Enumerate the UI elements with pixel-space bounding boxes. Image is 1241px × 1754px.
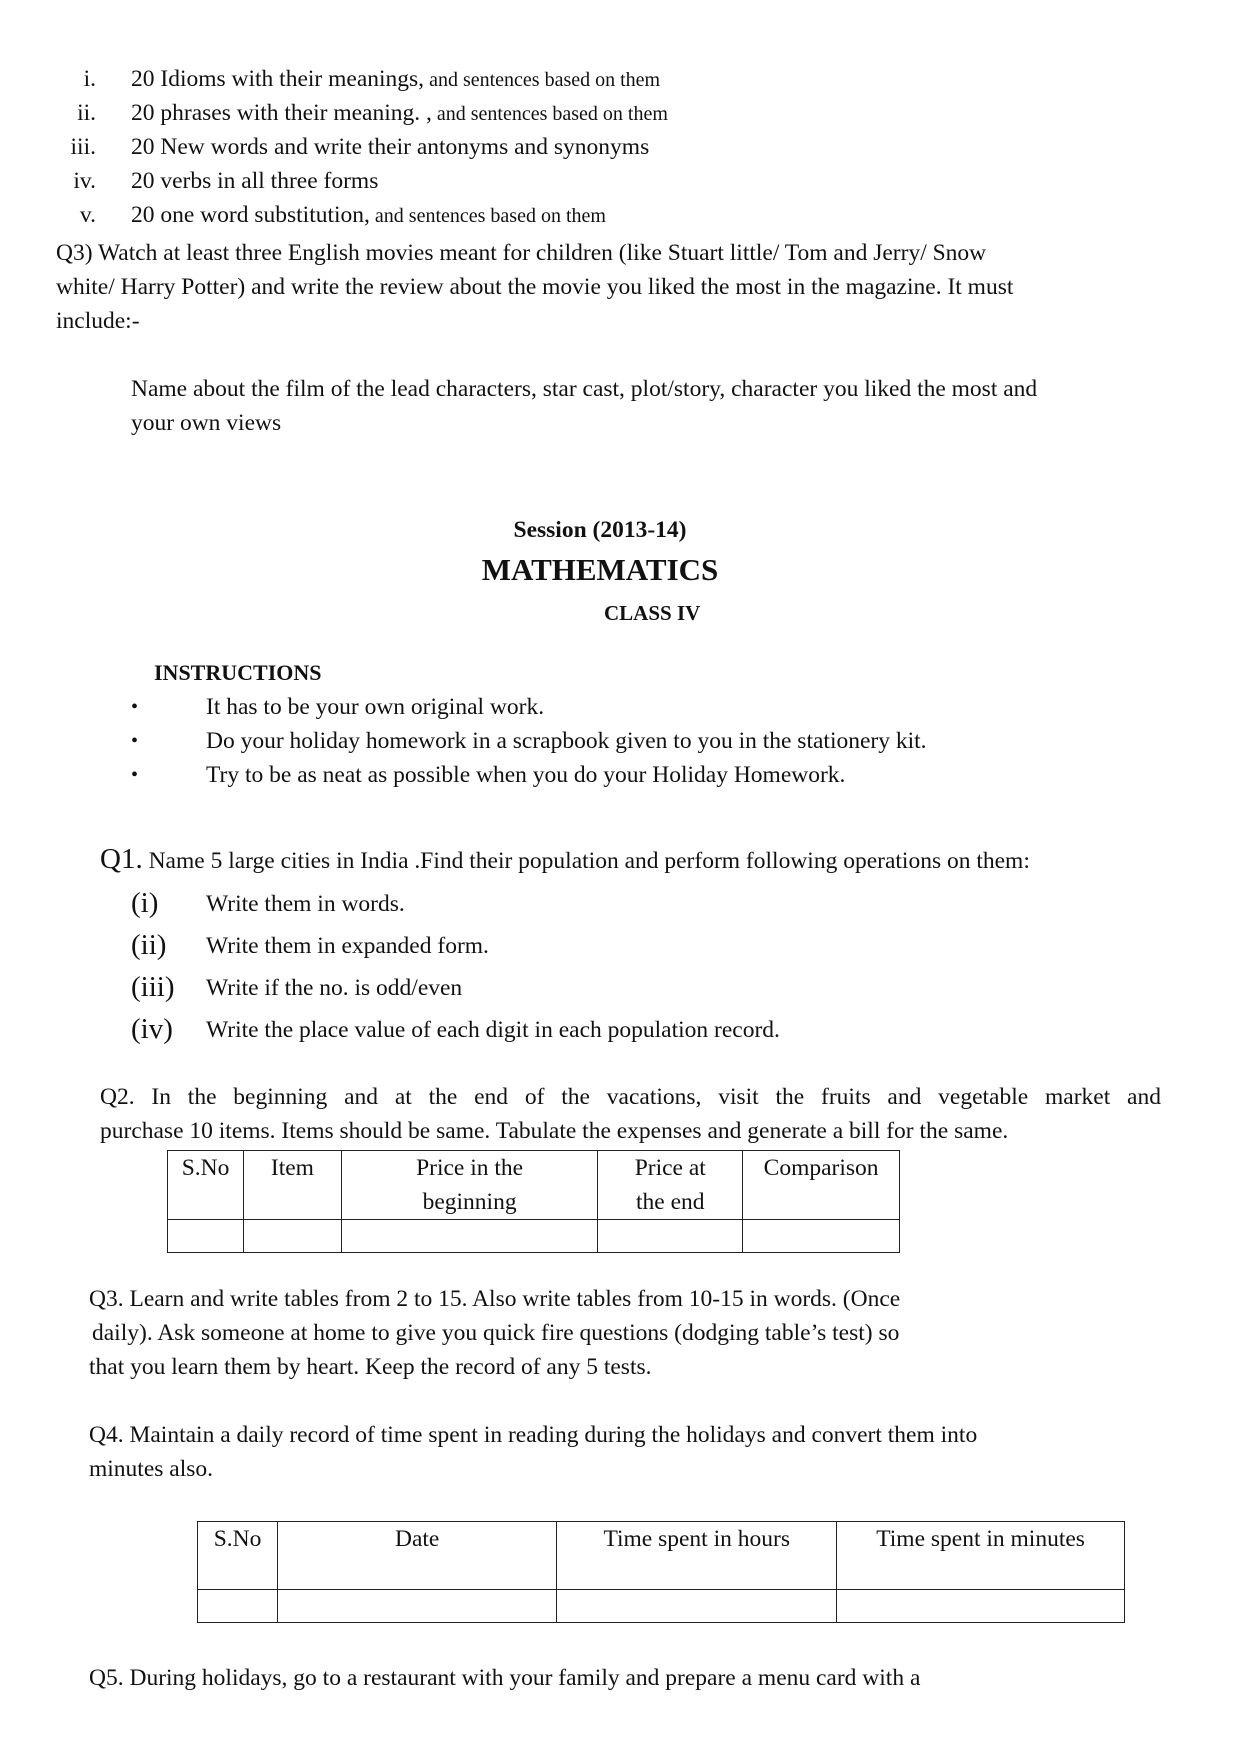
list-number: i. bbox=[83, 66, 96, 92]
paragraph-line: Name about the film of the lead characters, star cast, plot/story, character you liked the most and bbox=[131, 376, 1038, 402]
part-text: Write if the no. is odd/even bbox=[206, 975, 463, 1001]
list-item-text: 20 verbs in all three forms bbox=[131, 168, 379, 194]
part-number: (iv) bbox=[131, 1013, 173, 1045]
list-item bbox=[131, 164, 378, 199]
list-item-text: 20 one word substitution, bbox=[131, 202, 370, 228]
question-q1 bbox=[100, 842, 1030, 878]
bullet-icon: • bbox=[131, 764, 139, 786]
paragraph-line: your own views bbox=[131, 410, 282, 436]
paragraph-line: that you learn them by heart. Keep the record of any 5 tests. bbox=[89, 1354, 652, 1380]
list-item-tail: and sentences based on them bbox=[431, 103, 668, 125]
q2-line: Q2. In the beginning and at the end of the vacations, visit the fruits and vegetable market and bbox=[100, 1084, 1161, 1110]
list-item-text: 20 phrases with their meaning. , bbox=[131, 100, 432, 126]
table-cell bbox=[743, 1220, 900, 1253]
list-number: v. bbox=[79, 202, 96, 228]
table-cell bbox=[598, 1220, 743, 1253]
list-number: iv. bbox=[73, 168, 96, 194]
table-header-cell: S.No bbox=[198, 1522, 278, 1590]
bullet-icon: • bbox=[131, 730, 139, 752]
class-label: CLASS IV bbox=[604, 601, 701, 625]
table-cell bbox=[198, 1590, 278, 1623]
question-text: Name 5 large cities in India .Find their population and perform following operations on them: bbox=[142, 848, 1030, 874]
table-header-cell: Item bbox=[244, 1151, 342, 1220]
paragraph-line: white/ Harry Potter) and write the review about the movie you liked the most in the magazine. It must bbox=[56, 274, 1014, 300]
list-item bbox=[131, 198, 606, 233]
table-cell bbox=[341, 1220, 598, 1253]
table-header-row bbox=[198, 1522, 1125, 1590]
part-text: Write them in expanded form. bbox=[206, 933, 489, 959]
list-item-tail: and sentences based on them bbox=[424, 69, 661, 91]
list-item-tail: and sentences based on them bbox=[369, 205, 606, 227]
table-cell bbox=[278, 1590, 557, 1623]
price-comparison-table bbox=[167, 1150, 900, 1253]
instruction-item: Do your holiday homework in a scrapbook given to you in the stationery kit. bbox=[206, 728, 927, 754]
table-header-cell: Price at the end bbox=[598, 1151, 743, 1220]
paragraph-line: daily). Ask someone at home to give you quick fire questions (dodging table’s test) so bbox=[92, 1320, 900, 1346]
list-item bbox=[131, 130, 649, 165]
paragraph-line: minutes also. bbox=[89, 1456, 214, 1482]
reading-time-table bbox=[197, 1521, 1125, 1623]
session-label: Session (2013-14) bbox=[513, 517, 687, 543]
list-item bbox=[131, 62, 660, 97]
table-header-cell: Date bbox=[278, 1522, 557, 1590]
list-item-text: 20 New words and write their antonyms and synonyms bbox=[131, 134, 650, 160]
table-cell bbox=[837, 1590, 1125, 1623]
paragraph-line: Q3. Learn and write tables from 2 to 15. Also write tables from 10-15 in words. (Once bbox=[89, 1286, 901, 1312]
list-number: ii. bbox=[77, 100, 96, 126]
part-number: (iii) bbox=[131, 971, 175, 1003]
table-header-cell: S.No bbox=[168, 1151, 244, 1220]
table-header-row bbox=[168, 1151, 900, 1220]
table-header-cell: Time spent in hours bbox=[557, 1522, 837, 1590]
question-q5: Q5. During holidays, go to a restaurant with your family and prepare a menu card with a bbox=[89, 1665, 921, 1691]
table-cell bbox=[168, 1220, 244, 1253]
part-number: (ii) bbox=[131, 929, 167, 961]
list-number: iii. bbox=[70, 134, 96, 160]
paragraph-line: include:- bbox=[56, 308, 140, 334]
question-number: Q1. bbox=[100, 843, 143, 875]
table-cell bbox=[244, 1220, 342, 1253]
part-number: (i) bbox=[131, 887, 159, 919]
list-item bbox=[131, 96, 668, 131]
paragraph-line: Q4. Maintain a daily record of time spent in reading during the holidays and convert them into bbox=[89, 1422, 978, 1448]
q2-line: purchase 10 items. Items should be same. Tabulate the expenses and generate a bill for the same. bbox=[100, 1118, 1009, 1144]
subject-title: MATHEMATICS bbox=[481, 552, 719, 587]
table-header-cell: Time spent in minutes bbox=[837, 1522, 1125, 1590]
table-header-cell: Price in the beginning bbox=[341, 1151, 598, 1220]
bullet-icon: • bbox=[131, 696, 139, 718]
instruction-item: Try to be as neat as possible when you do your Holiday Homework. bbox=[206, 762, 846, 788]
list-item-text: 20 Idioms with their meanings, bbox=[131, 66, 425, 92]
table-header-cell: Comparison bbox=[743, 1151, 900, 1220]
table-cell bbox=[557, 1590, 837, 1623]
part-text: Write them in words. bbox=[206, 891, 405, 917]
table-row bbox=[168, 1220, 900, 1253]
part-text: Write the place value of each digit in each population record. bbox=[206, 1017, 780, 1043]
instruction-item: It has to be your own original work. bbox=[206, 694, 545, 720]
instructions-heading: INSTRUCTIONS bbox=[154, 660, 322, 685]
paragraph-line: Q3) Watch at least three English movies meant for children (like Stuart little/ Tom and Jerry/ Snow bbox=[56, 240, 987, 266]
table-row bbox=[198, 1590, 1125, 1623]
